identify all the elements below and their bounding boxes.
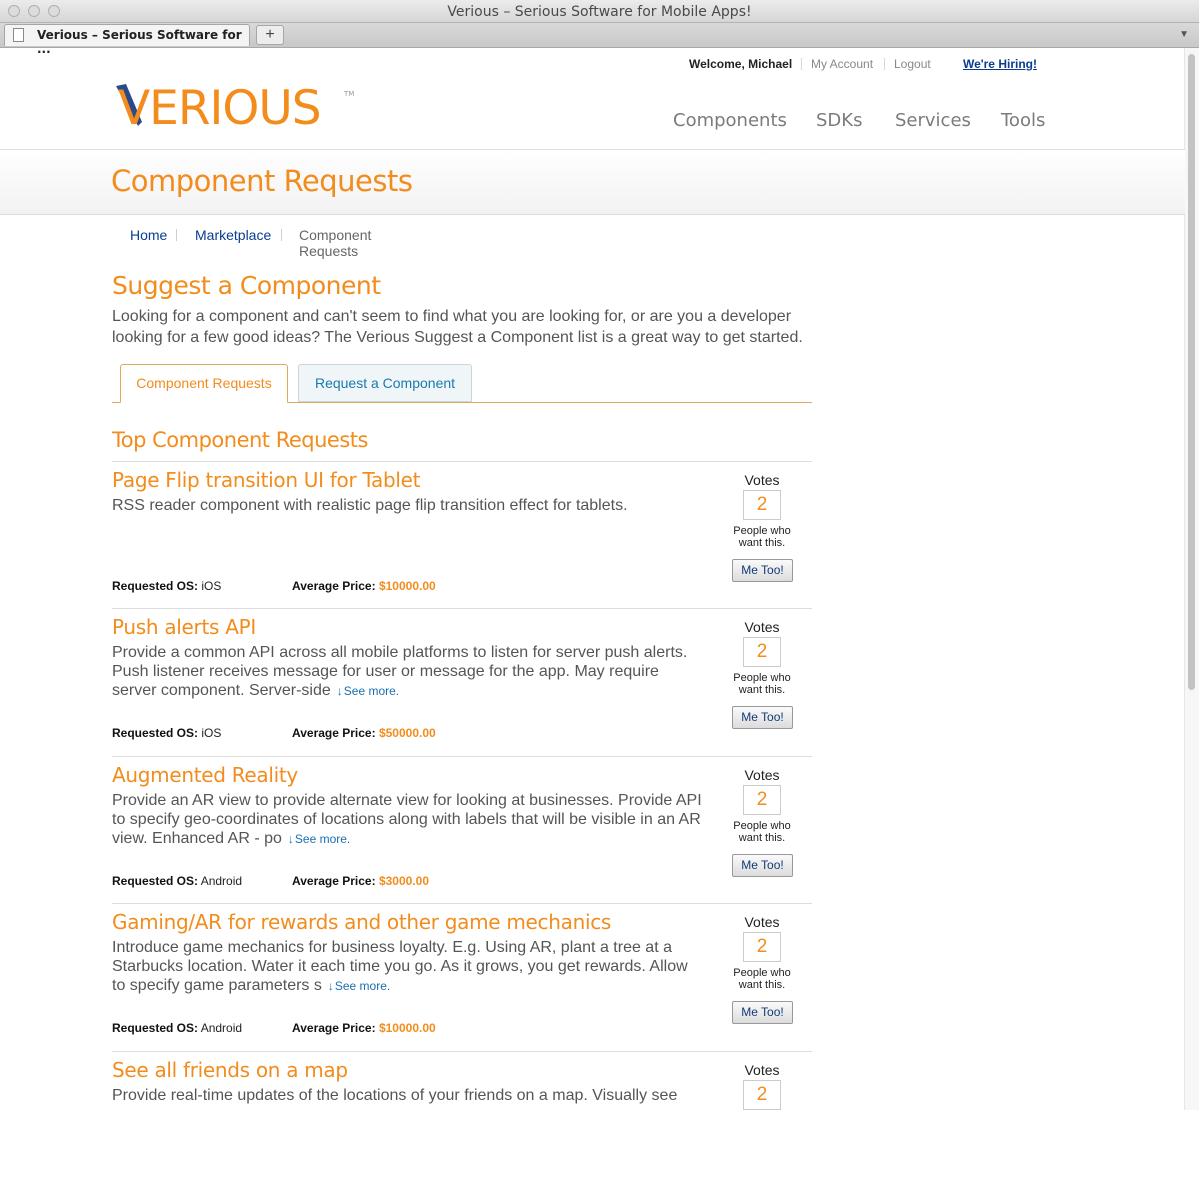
request-description: Introduce game mechanics for business loyalty. E.g. Using AR, plant a tree at a Starbucks location. Water it each time you go. As it grows, you get rewards. Allow to specify game parameters s ↓See more. bbox=[112, 939, 688, 994]
see-more-link[interactable]: ↓See more. bbox=[288, 832, 350, 846]
divider bbox=[176, 229, 177, 241]
list-title: Top Component Requests bbox=[112, 428, 368, 452]
requested-os: Requested OS: Android bbox=[112, 874, 243, 888]
browser-tab-label: Verious – Serious Software for ... bbox=[37, 28, 242, 56]
hiring-link[interactable]: We're Hiring! bbox=[963, 57, 1037, 71]
breadcrumb-marketplace[interactable]: Marketplace bbox=[195, 227, 272, 243]
browser-tab[interactable] bbox=[4, 24, 250, 56]
me-too-button[interactable]: Me Too! bbox=[732, 559, 793, 582]
requested-os: Requested OS: iOS bbox=[112, 579, 222, 593]
divider bbox=[801, 58, 802, 70]
my-account-link[interactable]: My Account bbox=[811, 57, 874, 71]
tab-component-requests[interactable]: Component Requests bbox=[120, 364, 288, 403]
window-title: Verious – Serious Software for Mobile Apps! bbox=[447, 4, 752, 20]
vote-count: 2 bbox=[743, 932, 781, 962]
vote-count: 2 bbox=[743, 1080, 781, 1110]
average-price: Average Price: $50000.00 bbox=[292, 726, 436, 740]
average-price: Average Price: $3000.00 bbox=[292, 874, 430, 888]
votes-label: Votes bbox=[744, 619, 780, 635]
request-tabs bbox=[112, 364, 812, 403]
request-description: Provide real-time updates of the locations of your friends on a map. Visually see bbox=[112, 1087, 678, 1104]
breadcrumb-home[interactable]: Home bbox=[130, 227, 168, 243]
down-arrow-icon: ↓ bbox=[336, 684, 343, 698]
request-title[interactable]: See all friends on a map bbox=[112, 1058, 348, 1082]
nav-sdks[interactable]: SDKs bbox=[816, 110, 863, 131]
nav-components[interactable]: Components bbox=[673, 110, 787, 131]
verious-logo[interactable] bbox=[116, 82, 356, 134]
request-title[interactable]: Push alerts API bbox=[112, 615, 256, 639]
me-too-button[interactable]: Me Too! bbox=[732, 854, 793, 877]
request-item bbox=[112, 461, 812, 609]
votes-label: Votes bbox=[744, 472, 780, 488]
intro-text: Looking for a component and can't seem to find what you are looking for, or are you a developer looking for a few good ideas? The Verious Suggest a Component list is a great way to get started. bbox=[112, 308, 803, 346]
votes-label: Votes bbox=[744, 767, 780, 783]
votes-label: Votes bbox=[744, 914, 780, 930]
scrollbar[interactable] bbox=[1184, 48, 1199, 1110]
see-more-link[interactable]: ↓See more. bbox=[337, 684, 399, 698]
votes-label: Votes bbox=[744, 1062, 780, 1078]
people-label: People who want this. bbox=[733, 672, 791, 696]
breadcrumb-current: Component Requests bbox=[299, 227, 372, 259]
svg-text:VERIOUS: VERIOUS bbox=[118, 82, 321, 134]
scrollbar-thumb[interactable] bbox=[1188, 54, 1195, 690]
browser-tab-bar bbox=[0, 23, 1199, 56]
page-title: Component Requests bbox=[111, 164, 413, 198]
requested-os: Requested OS: Android bbox=[112, 1021, 243, 1035]
divider bbox=[281, 229, 282, 241]
people-label: People who want this. bbox=[733, 820, 791, 844]
request-title[interactable]: Augmented Reality bbox=[112, 763, 298, 787]
me-too-button[interactable]: Me Too! bbox=[732, 706, 793, 729]
request-title[interactable]: Gaming/AR for rewards and other game mechanics bbox=[112, 910, 612, 934]
window-titlebar bbox=[0, 0, 1199, 23]
tab-overflow-icon[interactable]: ▼ bbox=[1179, 29, 1189, 40]
people-label: People who want this. bbox=[733, 967, 791, 991]
request-title[interactable]: Page Flip transition UI for Tablet bbox=[112, 468, 421, 492]
section-title: Suggest a Component bbox=[112, 271, 381, 300]
down-arrow-icon: ↓ bbox=[327, 979, 334, 993]
nav-services[interactable]: Services bbox=[895, 110, 971, 131]
average-price: Average Price: $10000.00 bbox=[292, 1021, 436, 1035]
vote-count: 2 bbox=[743, 490, 781, 520]
welcome-text: Welcome, Michael bbox=[689, 57, 793, 71]
request-item bbox=[112, 756, 812, 904]
average-price: Average Price: $10000.00 bbox=[292, 579, 436, 593]
vote-count: 2 bbox=[743, 785, 781, 815]
requested-os: Requested OS: iOS bbox=[112, 726, 222, 740]
vote-count: 2 bbox=[743, 637, 781, 667]
request-item bbox=[112, 608, 812, 756]
request-description: Provide a common API across all mobile platforms to listen for server push alerts. Push listener receives message for user or message for the app. May require server component. Server-side ↓See more. bbox=[112, 644, 688, 699]
svg-text:TM: TM bbox=[344, 90, 355, 98]
me-too-button[interactable]: Me Too! bbox=[732, 1001, 793, 1024]
nav-tools[interactable]: Tools bbox=[1001, 110, 1046, 131]
down-arrow-icon: ↓ bbox=[287, 832, 294, 846]
tab-request-a-component[interactable]: Request a Component bbox=[298, 364, 472, 402]
request-item bbox=[112, 1051, 812, 1199]
page-icon bbox=[13, 28, 24, 42]
new-tab-button[interactable]: + bbox=[256, 25, 284, 45]
request-description: Provide an AR view to provide alternate view for looking at businesses. Provide API to specify geo-coordinates of locations along with labels that will be visible in an AR view. Enhanced AR - po ↓See more. bbox=[112, 792, 702, 847]
request-item bbox=[112, 903, 812, 1051]
logout-link[interactable]: Logout bbox=[894, 57, 931, 71]
see-more-link[interactable]: ↓See more. bbox=[328, 979, 390, 993]
request-description: RSS reader component with realistic page flip transition effect for tablets. bbox=[112, 497, 628, 514]
logo-graphic bbox=[116, 82, 356, 134]
people-label: People who want this. bbox=[733, 525, 791, 549]
divider bbox=[884, 58, 885, 70]
